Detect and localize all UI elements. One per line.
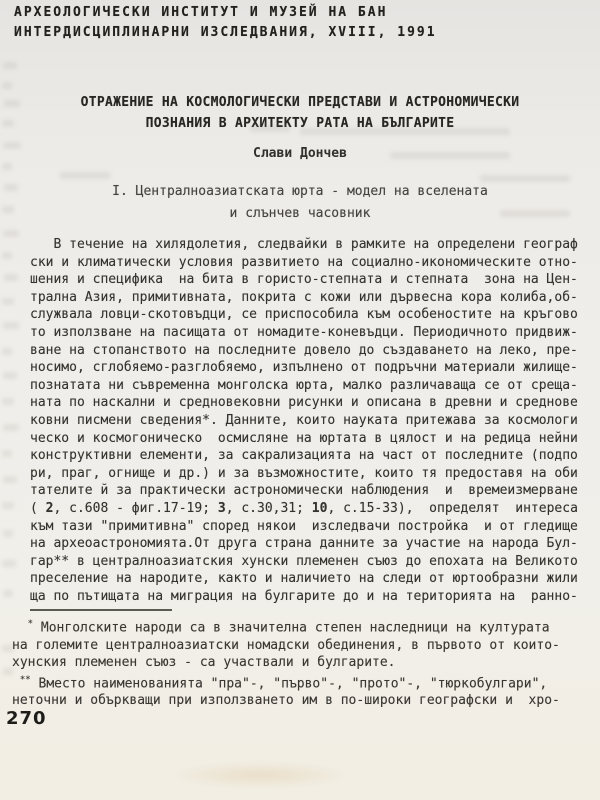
body-text [30, 236, 590, 605]
bleed-through-mark [3, 372, 17, 379]
bleed-through-mark [4, 100, 20, 107]
text-line: ната по наскални и средновековни рисунки и описана в древни и среднове [30, 395, 578, 411]
text-line: конструктивни елементи, за сакрализацията на част от последните (подпо [30, 448, 578, 464]
bleed-through-mark [300, 128, 510, 135]
text-line: шения и специфика на бита в гористо-степната и степната зона на Цен- [30, 272, 578, 288]
section-heading [0, 181, 600, 225]
bleed-through-mark [2, 82, 12, 89]
text-line: гар** в централноазиатския хунски племенен съюз до епохата на Великото [30, 553, 578, 569]
text-line: към тази "примитивна" според някои изследвачи постройка и от гледище [30, 518, 578, 534]
bleed-through-mark [3, 590, 13, 597]
text-line: ване на стопанството на последните довело до създаването на леко, пре- [30, 342, 578, 358]
bleed-through-mark [250, 125, 290, 132]
text-line: ** Вместо наименованията "пра"-, "първо"-, "прото"-, "тюркобулгари", [19, 674, 548, 691]
author-name: Слави Дончев [253, 146, 347, 161]
bleed-through-mark [60, 172, 110, 179]
text-line: ческо и космогоническо осмисляне на юртата в цялост и на редица нейни [30, 430, 578, 446]
text-line: неточни и объркващи при използването им в по-широки географски и хро- [12, 693, 560, 709]
bleed-through-mark [2, 206, 14, 213]
bleed-through-mark [2, 560, 16, 567]
bleed-through-mark [4, 274, 18, 281]
bleed-through-mark [3, 62, 17, 69]
bleed-through-mark [2, 120, 14, 127]
text-line: * Монголските народи са в значителна степен наследници на културата [27, 619, 550, 636]
journal-header [14, 3, 437, 43]
bleed-through-mark [500, 210, 570, 217]
footnote-separator [30, 609, 172, 611]
paper-stain [170, 762, 350, 788]
section-heading-line2: и слънчев часовник [229, 206, 371, 221]
bleed-through-mark [2, 502, 14, 509]
article-title-line1: ОТРАЖЕНИЕ НА КОСМОЛОГИЧЕСКИ ПРЕДСТАВИ И АСТРОНОМИЧЕСКИ [80, 95, 520, 110]
bleed-through-mark [3, 142, 21, 149]
bleed-through-mark [3, 230, 19, 237]
bleed-through-mark [3, 476, 17, 483]
bleed-through-mark [480, 175, 570, 182]
text-line: носимо, сглобяемо-разглобяемо, изпълнено от подръчни материали жилище- [30, 360, 578, 376]
bleed-through-mark [3, 668, 13, 675]
text-line: преселение на народите, както и наличието на следи от юртообразни жили [30, 571, 578, 587]
page-number: 270 [6, 708, 47, 729]
bleed-through-mark [3, 530, 13, 537]
bleed-through-mark [3, 322, 19, 329]
bleed-through-mark [2, 450, 12, 457]
text-line: служвала ловци-скотовъдци, се приспособила към особеностите на кръгово [30, 307, 578, 323]
bleed-through-mark [2, 398, 14, 405]
footnotes [12, 616, 590, 710]
bleed-through-mark [2, 348, 12, 355]
text-line: трална Азия, примитивната, покрита с кожи или дървесна кора колиба,об- [30, 289, 578, 305]
text-line: ( 2, с.608 - фиг.17-19; 3, с.30,31; 10, с.15-33), определят интереса [30, 500, 578, 516]
text-line: ковни писмени сведения*. Данните, които науката притежава за космологи [30, 412, 578, 428]
text-line: ри, праг, огнище и др.) и за възможностите, които тя предоставя на оби [30, 465, 578, 481]
bleed-through-mark [4, 184, 18, 191]
text-line: хунския племенен съюз - са участвали и булгарите. [12, 655, 396, 671]
text-line: В течение на хилядолетия, следвайки в рамките на определени географ [30, 237, 578, 252]
text-line: то използване на пасищата от номадите-коневъдци. Периодичното придвиж- [30, 324, 578, 340]
bleed-through-mark [2, 252, 12, 259]
section-heading-line1: I. Централноазиатската юрта - модел на вселената [112, 184, 488, 199]
text-line: на археоастрономията.От друга страна данните за участие на народа Бул- [30, 536, 578, 552]
text-line: ща по пътищата на миграция на булгарите до и на територията на ранно- [30, 588, 578, 604]
bleed-through-mark [3, 424, 19, 431]
institute-name: АРХЕОЛОГИЧЕСКИ ИНСТИТУТ И МУЗЕЙ НА БАН [14, 5, 388, 20]
bleed-through-mark [2, 645, 14, 652]
text-line: познатата ни съвременна монголска юрта, малко различаваща се от среща- [30, 377, 578, 393]
series-volume-year: ИНТЕРДИСЦИПЛИНАРНИ ИЗСЛЕДВАНИЯ, XVIII, 1991 [14, 25, 437, 40]
article-title-line2: ПОЗНАНИЯ В АРХИТЕКТУ РАТА НА БЪЛГАРИТЕ [145, 116, 455, 131]
text-line: ски и климатически условия развитието на социално-икономическите отно- [30, 254, 578, 270]
bleed-through-mark [2, 163, 12, 170]
bleed-through-mark [390, 152, 510, 159]
text-line: тателите й за практически астрономически наблюдения и времеизмерване [30, 483, 578, 499]
bleed-through-mark [2, 298, 14, 305]
text-line: на големите централноазиатски номадски обединения, в първото от които- [12, 637, 560, 653]
